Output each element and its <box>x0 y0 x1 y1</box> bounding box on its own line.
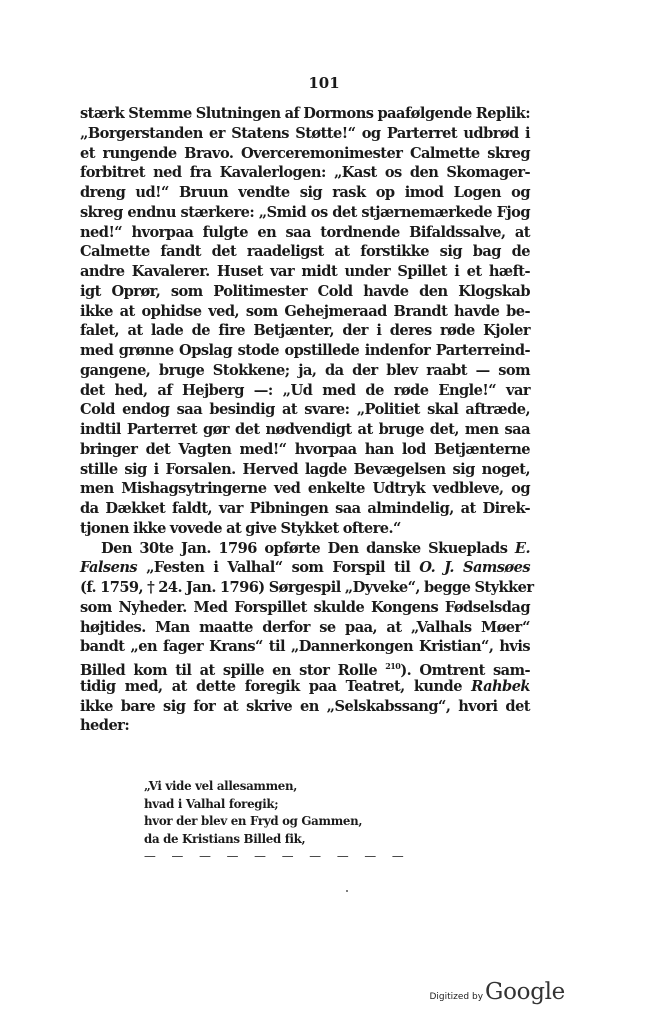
paragraph-2-line-10: heder: <box>80 717 130 735</box>
poem-block <box>144 778 434 866</box>
text-line: falet, at lade de fire Betjænter, der i deres røde Kjoler <box>80 322 530 340</box>
text-line: indtil Parterret gør det nødvendigt at bruge det, men saa <box>80 421 530 438</box>
poem-line: hvor der blev en Fryd og Gammen, <box>144 814 363 828</box>
footnote-marker: 210 <box>385 661 401 671</box>
text-line: med grønne Opslag stode opstillede indenfor Parterreind- <box>80 342 530 359</box>
text-line: et rungende Bravo. Overceremonimester Calmette skreg <box>80 144 530 162</box>
page-number: 101 <box>308 74 340 92</box>
text-line: igt Oprør, som Politimester Cold havde den Klogskab <box>80 282 530 300</box>
text-line: men Mishagsytringerne ved enkelte Udtryk vedbleve, og <box>80 480 530 498</box>
text-line: da Dækket faldt, var Pibningen saa almindelig, at Direk- <box>80 500 530 517</box>
paragraph-2-line-2: Falsens „Festen i Valhal“ som Forspil til O. J. Samsøes <box>80 559 530 577</box>
text-line: det hed, af Hejberg —: „Ud med de røde Engle!“ var <box>80 381 530 399</box>
text-line: skreg endnu stærkere: „Smid os det stjærnemærkede Fjog <box>80 203 530 221</box>
paragraph-2-line-8: tidig med, at dette foregik paa Teatret, kunde Rahbek <box>80 677 530 695</box>
google-logo: Google <box>485 979 565 1005</box>
text-line: Calmette fandt det raadeligst at forstikke sig bag de <box>80 243 530 261</box>
text-line-last: tjonen ikke vovede at give Stykket oftere.“ <box>80 519 401 537</box>
poem-line: hvad i Valhal foregik; <box>144 796 279 811</box>
text-line: ned!“ hvorpaa fulgte en saa tordnende Bifaldssalve, at <box>80 223 530 241</box>
paragraph-2-line-7: Billed kom til at spille en stor Rolle $^{210}$). Omtrent sam- <box>80 661 530 679</box>
poem-line: „Vi vide vel allesammen, <box>144 779 298 793</box>
author-name: E. <box>514 539 530 557</box>
paragraph-2-line-4: som Nyheder. Med Forspillet skulde Kongens Fødselsdag <box>80 598 530 616</box>
text-line: stille sig i Forsalen. Herved lagde Bevægelsen sig noget, <box>80 460 530 478</box>
text-line: andre Kavalerer. Huset var midt under Spillet i et hæft- <box>80 263 530 280</box>
dagger-symbol: † <box>147 579 155 596</box>
body-text <box>80 104 534 736</box>
paragraph-2-line-5: højtides. Man maatte derfor se paa, at „Valhals Møer“ <box>80 618 530 636</box>
text-line: stærk Stemme Slutningen af Dormons paafølgende Replik: <box>80 105 531 122</box>
text-line: dreng ud!“ Bruun vendte sig rask op imod Logen og <box>80 184 530 201</box>
paragraph-2-line-6: bandt „en fager Krans“ til „Dannerkongen Kristian“, hvis <box>80 638 530 656</box>
text-line: bringer det Vagten med!“ hvorpaa han lod Betjænterne <box>80 440 530 458</box>
google-watermark <box>429 979 565 1005</box>
text-line: „Borgerstanden er Statens Støtte!“ og Parterret udbrød i <box>80 124 530 142</box>
paragraph-2-line-9: ikke bare sig for at skrive en „Selskabssang“, hvori det <box>80 697 530 715</box>
text-line: Cold endog saa besindig at svare: „Politiet skal aftræde, <box>80 401 530 419</box>
text-line: ikke at ophidse ved, som Gehejmeraad Brandt havde be- <box>80 302 530 320</box>
author-name: Falsens <box>80 559 138 577</box>
author-name: O. J. Samsøes <box>419 559 530 577</box>
poem-ellipsis-dashes: — — — — — — — — — — <box>144 849 410 863</box>
paragraph-2-line-3: (f. 1759, † 24. Jan. 1796) Sørgespil „Dyveke“, begge Stykker <box>80 579 534 596</box>
paragraph-2-line-1: Den 30te Jan. 1796 opførte Den danske Skueplads E. <box>101 539 530 557</box>
text-line: gangene, bruge Stokkene; ja, da der blev raabt — som <box>80 361 530 379</box>
poem-line: da de Kristians Billed fik, <box>144 831 306 846</box>
print-speck <box>346 890 348 892</box>
author-name: Rahbek <box>471 677 530 695</box>
text-line: forbitret ned fra Kavalerlogen: „Kast os den Skomager- <box>80 164 530 182</box>
digitized-by-label: Digitized by <box>429 992 484 1002</box>
